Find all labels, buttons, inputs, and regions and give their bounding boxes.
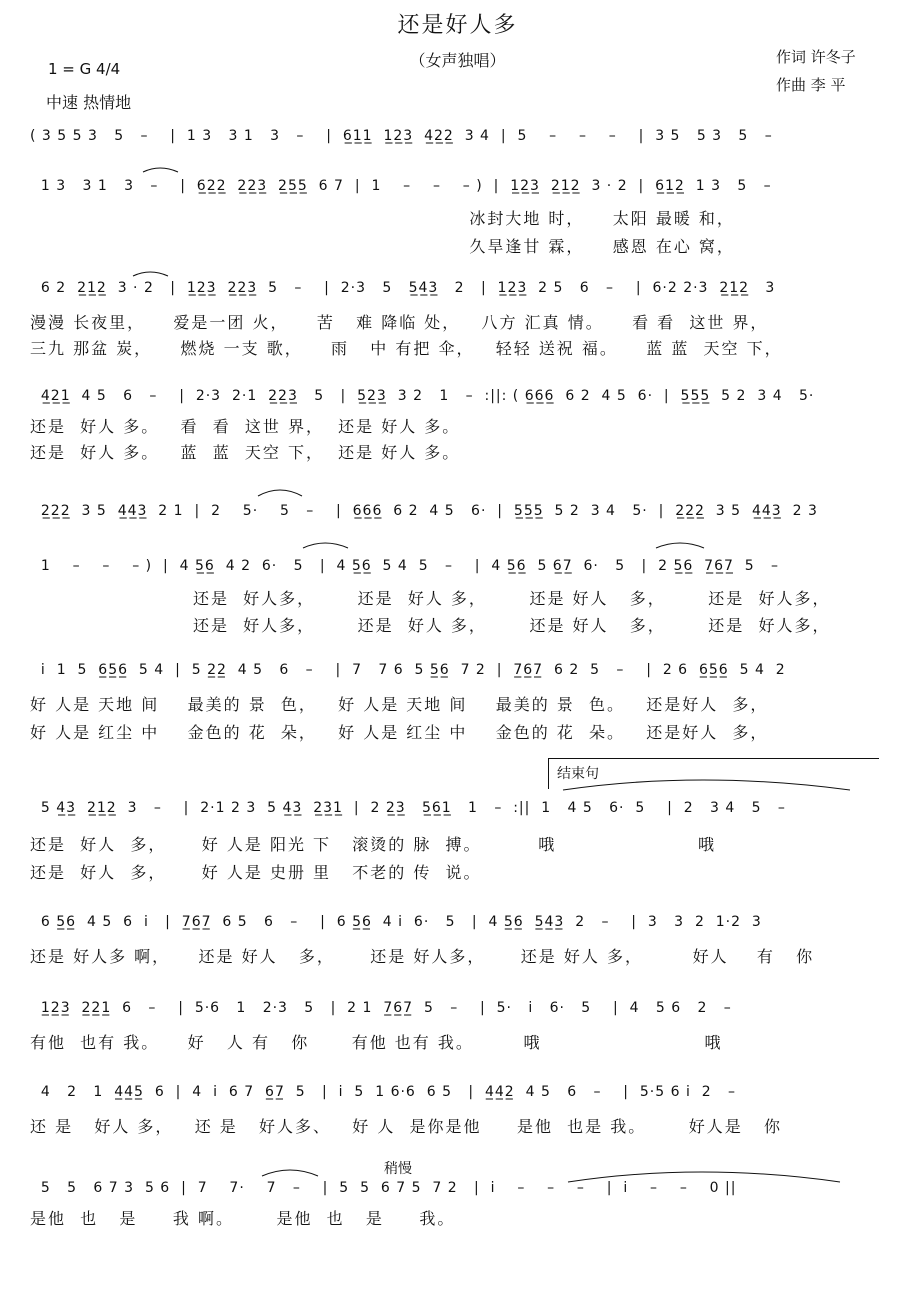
key-signature: 1 = G 4/4 [48,60,121,78]
lyric-verse-2: 还是 好人 多， 好 人是 史册 里 不老的 传 说。 [30,863,482,882]
lyric-verse-1: 还是 好人多， 还是 好人 多， 还是 好人 多， 还是 好人多， [30,589,831,608]
lyric-verse-2: 好 人是 红尘 中 金色的 花 朵， 好 人是 红尘 中 金色的 花 朵。 还是好人 多， [30,723,769,742]
notation-line: 1̲2̲3̲ 2̲2̲1̲ 6 – | 5·6 1 2·3 5 | 2 1 7̲6̲7̲ 5 – | 5· i 6· 5 | 4 5 6 2 – [30,1000,732,1016]
lyric-verse-1: 还是 好人 多， 好 人是 阳光 下 滚烫的 脉 搏。 哦 哦 [30,835,716,854]
slur-mark [133,272,168,276]
notation-line: 1 – – – ) | 4 5̲6̲ 4 2 6· 5 | 4 5̲6̲ 5 4 5 – | 4 5̲6̲ 5 6̲7̲ 6· 5 | 2 5̲6̲ 7̲6̲7̲ 5 – [30,558,780,574]
slur-mark [656,543,704,548]
ending-label: 结束句 [557,766,599,782]
notation-line: 1 3 3 1 3 – | 6̲2̲2̲ 2̲2̲3̲ 2̲5̲5̲ 6 7 | 1 – – – ) | 1̲2̲3̲ 2̲1̲2̲ 3 · 2 | 6̲1̲2̲ 1 3 5 – [30,178,772,194]
lyric-verse-1: 有他 也有 我。 好 人 有 你 有他 也有 我。 哦 哦 [30,1033,723,1052]
composer-credit: 作曲 李 平 [776,76,846,94]
lyric-verse-1: 漫漫 长夜里， 爱是一团 火， 苦 难 降临 处， 八方 汇真 情。 看 看 这世 界， [30,313,769,332]
slur-mark [303,543,348,548]
lyric-verse-1: 是他 也 是 我 啊。 是他 也 是 我。 [30,1209,456,1228]
slur-mark [258,490,302,496]
lyric-verse-2: 三九 那盆 炭， 燃烧 一支 歌， 雨 中 有把 伞， 轻轻 送祝 福。 蓝 蓝 天空 下， [30,339,783,358]
notation-line: 5 4̲3̲ 2̲1̲2̲ 3 – | 2·1 2 3 5 4̲3̲ 2̲3̲1̲ | 2 2̲3̲ 5̲6̲1̲ 1 – :|| 1 4 5 6· 5 | 2 3 4 5 – [30,800,786,816]
lyric-verse-2: 还是 好人多， 还是 好人 多， 还是 好人 多， 还是 好人多， [30,616,831,635]
notation-line: 5 5 6 7 3 5 6 | 7 7· 7 – | 5 5 6 7 5 7 2 | i – – – | i – – 0 || [30,1180,737,1196]
song-title: 还是好人多 [397,13,518,38]
notation-line: 4 2 1 4̲4̲5̲ 6 | 4 i 6 7 6̲7̲ 5 | i 5 1 6·6 6 5 | 4̲4̲2̲ 4 5 6 – | 5·5 6 i 2 – [30,1084,737,1100]
notation-line: 2̲2̲2̲ 3 5 4̲4̲3̲ 2 1 | 2 5· 5 – | 6̲6̲6̲ 6 2 4 5 6· | 5̲5̲5̲ 5 2 3 4 5· | 2̲2̲2̲ 3 5 4̲4̲3̲ 2 3 [30,503,818,519]
lyric-verse-1: 还是 好人 多。 看 看 这世 界， 还是 好人 多。 [30,417,461,436]
lyric-verse-1: 还 是 好人 多， 还 是 好人多、 好 人 是你是他 是他 也是 我。 好人是 你 [30,1117,783,1136]
slur-mark [143,168,178,172]
notation-line: i 1 5 6̲5̲6̲ 5 4 | 5 2̲2̲ 4 5 6 – | 7 7 6 5 5̲6̲ 7 2 | 7̲6̲7̲ 6 2 5 – | 2 6 6̲5̲6̲ 5 4 2 [30,662,786,678]
song-subtitle: （女声独唱） [409,51,506,70]
slur-mark [262,1170,318,1176]
lyric-verse-1: 好 人是 天地 间 最美的 景 色， 好 人是 天地 间 最美的 景 色。 还是好人 多， [30,695,769,714]
notation-line: 4̲2̲1̲ 4 5 6 – | 2·3 2·1 2̲2̲3̲ 5 | 5̲2̲3̲ 3 2 1 – :||: ( 6̲6̲6̲ 6 2 4 5 6· | 5̲5̲5̲ 5 2 3 4 5· [30,388,815,404]
tempo-marking: 中速 热情地 [46,93,132,112]
lyricist-credit: 作词 许冬子 [776,48,856,66]
lyric-verse-1: 还是 好人多 啊， 还是 好人 多， 还是 好人多， 还是 好人 多， 好人 有 你 [30,947,815,966]
lyric-verse-2: 还是 好人 多。 蓝 蓝 天空 下， 还是 好人 多。 [30,443,461,462]
lyric-verse-2: 久旱逢甘 霖， 感恩 在心 窝， [30,237,735,256]
notation-line: ( 3 5 5 3 5 – | 1 3 3 1 3 – | 6̲1̲1̲ 1̲2̲3̲ 4̲2̲2̲ 3 4 | 5 – – – | 3 5 5 3 5 – [30,128,773,144]
lyric-verse-1: 冰封大地 时， 太阳 最暖 和， [30,209,735,228]
slur-mark [568,1172,840,1182]
notation-line: 6 5̲6̲ 4 5 6 i | 7̲6̲7̲ 6 5 6 – | 6 5̲6̲ 4 i 6· 5 | 4 5̲6̲ 5̲4̲3̲ 2 – | 3 3 2 1·2 3 [30,914,762,930]
tempo-change-mark: 稍慢 [384,1161,412,1177]
slur-mark [563,780,850,790]
notation-line: 6 2 2̲1̲2̲ 3 · 2 | 1̲2̲3̲ 2̲2̲3̲ 5 – | 2·3 5 5̲4̲3̲ 2 | 1̲2̲3̲ 2 5 6 – | 6·2 2·3 2̲1̲2̲ 3 [30,280,776,296]
